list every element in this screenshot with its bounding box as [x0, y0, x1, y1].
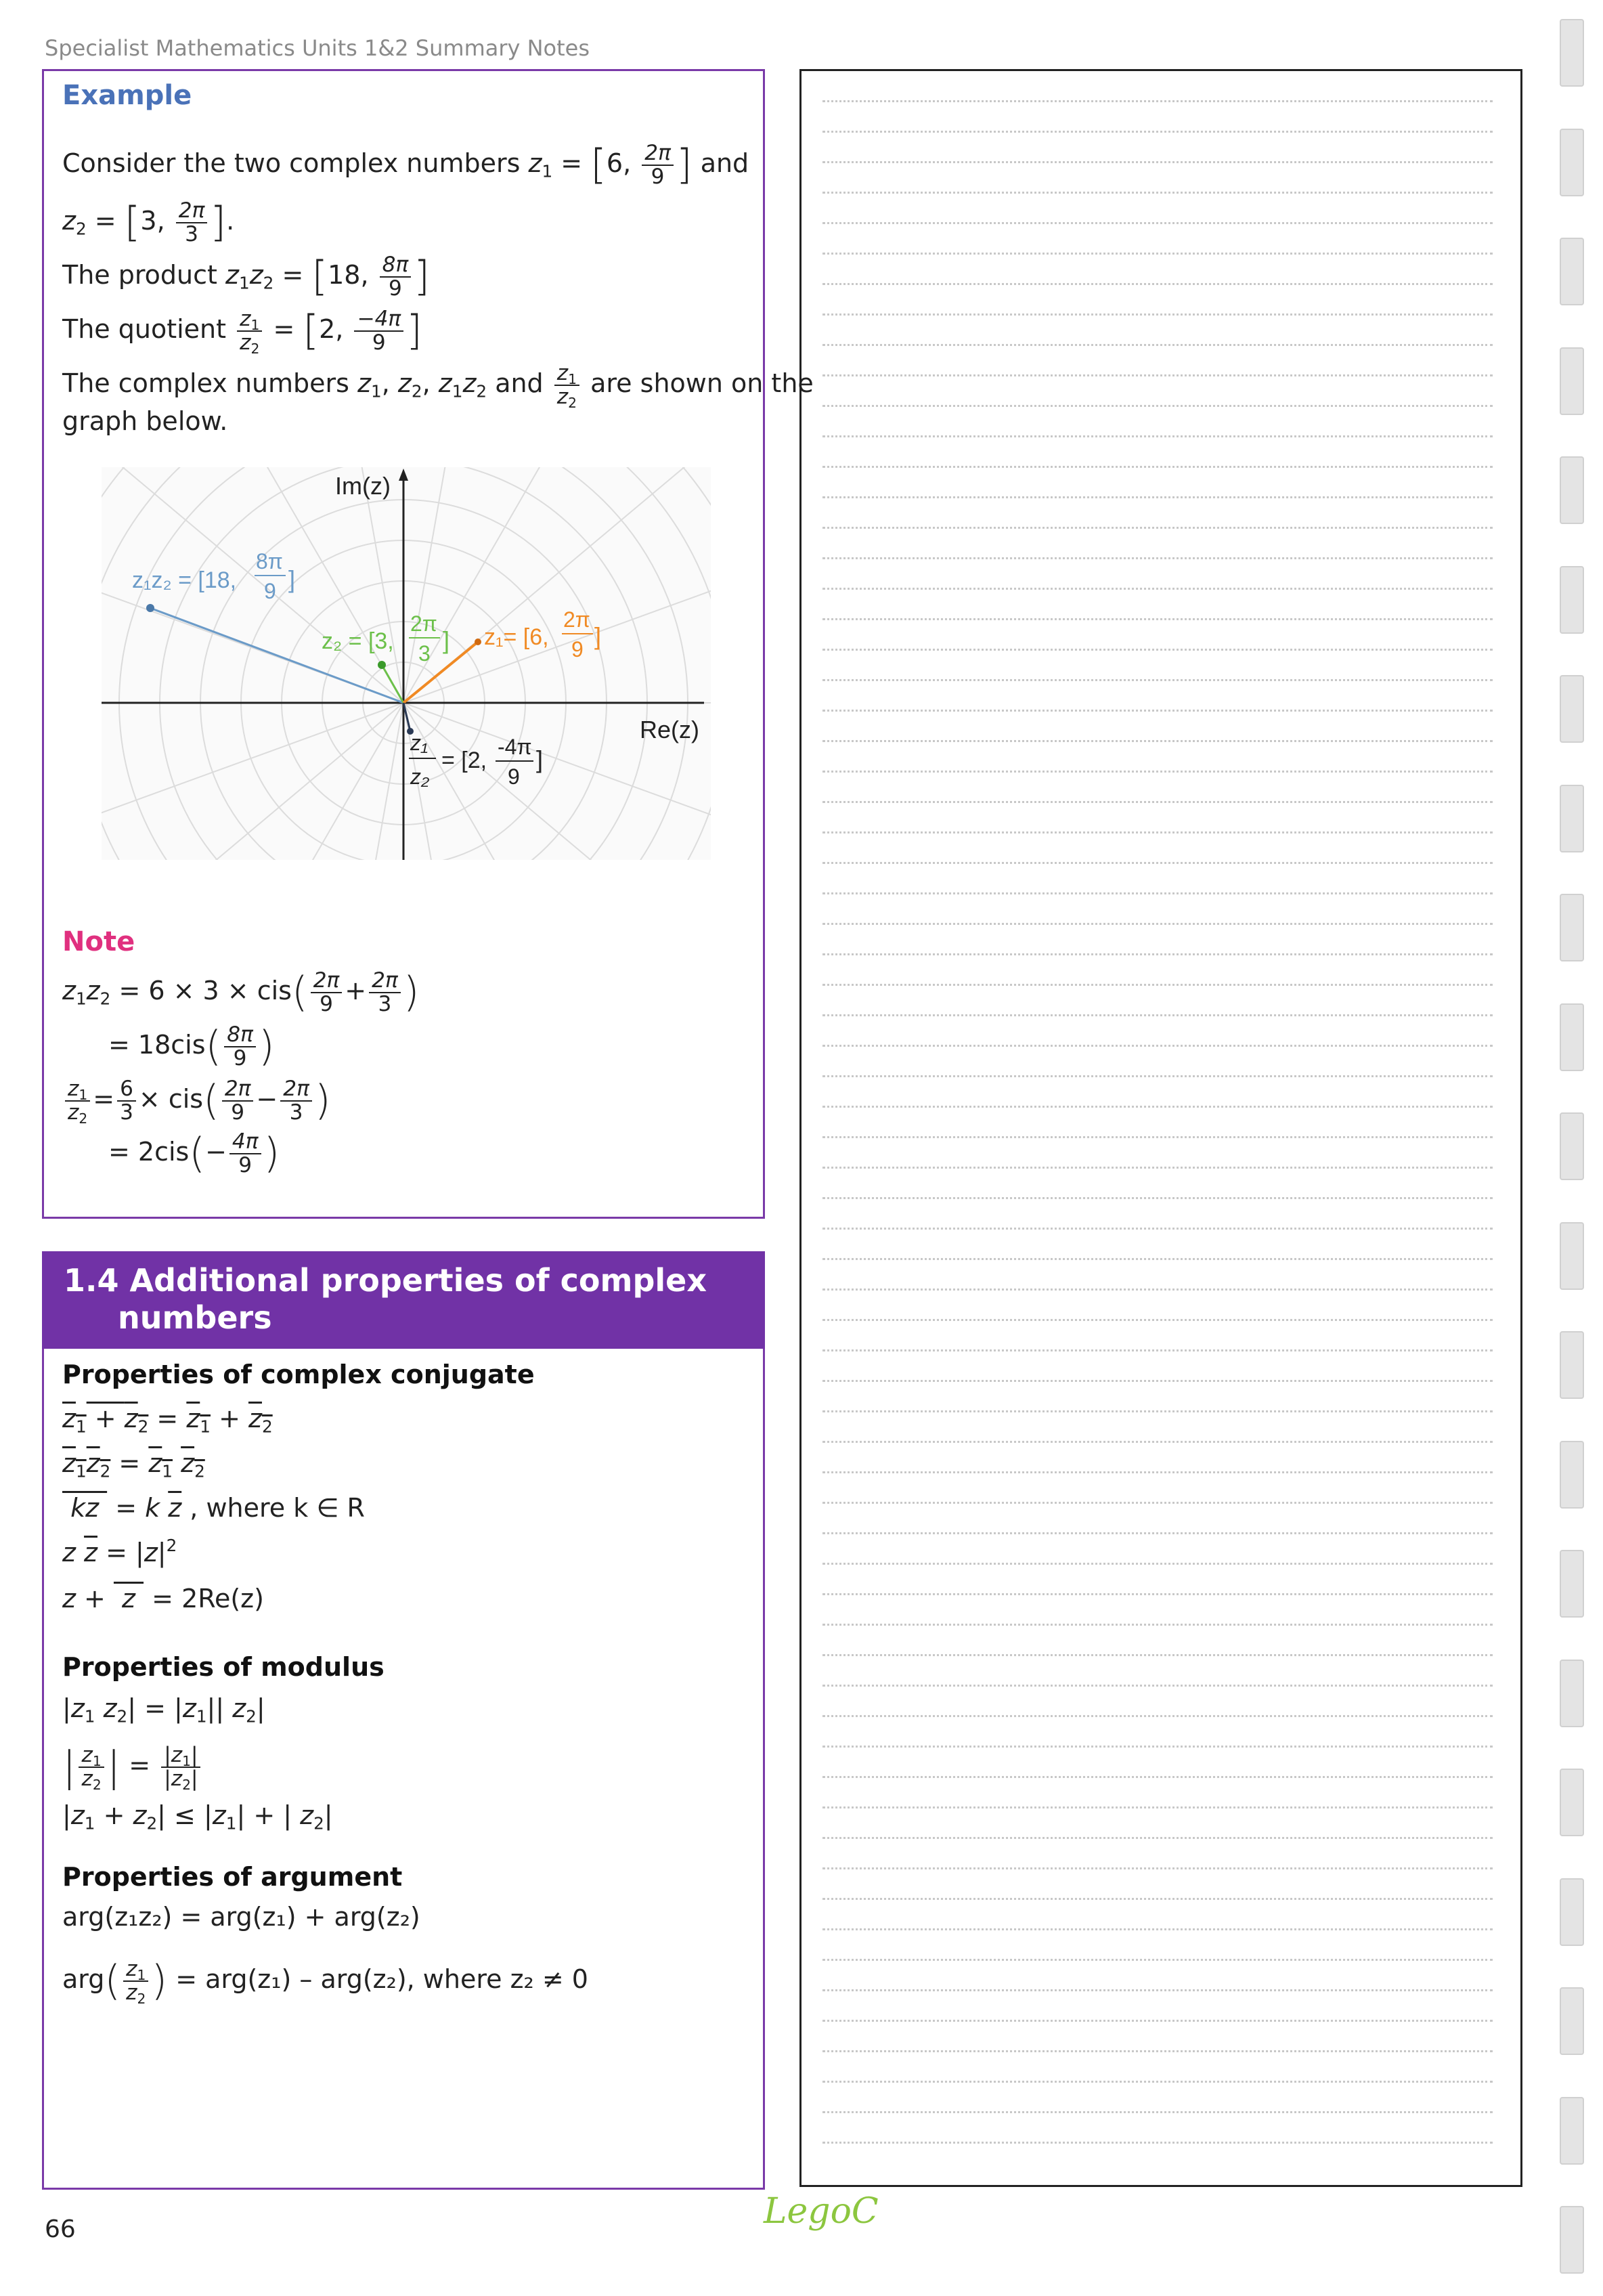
product-point: [146, 604, 154, 612]
conj-line-3: kz = k $\overline{z}$ , where k ∈ R: [62, 1493, 365, 1523]
note-line: [822, 1928, 1493, 1930]
note-line-3: $\frac{z_1}{z_2}$ = $\frac{6}{3}$ × cis( $\frac{2\pi}{9}$ − $\frac{2\pi}{3}$ ): [62, 1078, 331, 1123]
quotient-arg-den: 9: [508, 764, 520, 789]
note-line: [822, 374, 1493, 376]
modulus-heading: Properties of modulus: [62, 1652, 385, 1682]
page-number: 66: [45, 2215, 76, 2243]
product-arg-num: 8π: [256, 549, 283, 573]
section-title-line1: 1.4 Additional properties of complex: [64, 1262, 707, 1299]
note-line: [822, 1349, 1493, 1351]
arg-line-1: arg(z₁z₂) = arg(z₁) + arg(z₂): [62, 1902, 420, 1932]
section-title-bar: [42, 1251, 765, 1349]
note-line: [822, 161, 1493, 163]
conjugate-heading: Properties of complex conjugate: [62, 1360, 535, 1389]
note-line-1: $z_1z_2 = 6 \times 3 \times cis$( $\frac{2\pi}{9}$ + $\frac{2\pi}{3}$ ): [62, 968, 420, 1016]
binder-tab: [1560, 1003, 1584, 1071]
conj-line-4: z $\overline{z} = |z|^2$: [62, 1536, 177, 1567]
note-line: [822, 1746, 1493, 1748]
example-line-product: The product $z_1z_2 = [18$, $\frac{8\pi}{9}$ ]: [62, 253, 430, 301]
note-line: [822, 222, 1493, 224]
z1-arg-num: 2π: [563, 607, 590, 632]
note-line: [822, 2081, 1493, 2083]
note-line: [822, 405, 1493, 407]
note-line-4: = 2cis(− $\frac{4\pi}{9}$ ): [108, 1129, 280, 1177]
note-line: [822, 618, 1493, 620]
polar-grid: [102, 467, 711, 860]
note-line: [822, 527, 1493, 529]
note-line: [822, 1197, 1493, 1199]
note-line: [822, 1654, 1493, 1656]
note-line: [822, 740, 1493, 742]
note-line: [822, 496, 1493, 498]
note-line: [822, 892, 1493, 894]
example-line-graph: graph below.: [62, 406, 228, 436]
note-line: [822, 1106, 1493, 1108]
note-line: [822, 1502, 1493, 1504]
z1-arg-den: 9: [571, 637, 584, 662]
z1-point: [475, 638, 481, 645]
binder-tab: [1560, 566, 1584, 634]
note-line: [822, 131, 1493, 133]
logo: LegoC: [764, 2191, 879, 2232]
note-line: [822, 1228, 1493, 1230]
quotient-eq: = [2,: [441, 748, 487, 773]
note-line: [822, 1837, 1493, 1839]
mod-line-1: $|z_1$ $z_2| = |z_1||$ $z_2|$: [62, 1693, 265, 1727]
note-line: [822, 1989, 1493, 1991]
svg-text:z₁: z₁: [410, 731, 429, 755]
example-heading: Example: [62, 80, 192, 111]
note-line: [822, 1867, 1493, 1869]
svg-text:z₂: z₂: [410, 764, 430, 789]
binder-tab: [1560, 1987, 1584, 2055]
binder-tab: [1560, 1660, 1584, 1727]
note-line-2: = 18cis( $\frac{8\pi}{9}$ ): [108, 1022, 275, 1070]
conj-line-5: z + z = 2Re(z): [62, 1584, 264, 1613]
binder-tab: [1560, 894, 1584, 961]
product-arg-den: 9: [264, 579, 276, 603]
note-line: [822, 283, 1493, 285]
binder-tab: [1560, 785, 1584, 852]
note-line: [822, 1045, 1493, 1047]
binder-tab: [1560, 456, 1584, 524]
argand-diagram: [102, 467, 711, 860]
z2-arg-den: 3: [418, 641, 431, 666]
note-line: [822, 1014, 1493, 1016]
conj-line-2: $z_1z_2 = z_1$ $z_2$: [62, 1448, 205, 1481]
binder-tab: [1560, 1441, 1584, 1509]
note-line: [822, 557, 1493, 559]
note-line: [822, 2020, 1493, 2022]
binder-tab: [1560, 1550, 1584, 1618]
note-line: [822, 1167, 1493, 1169]
note-line: [822, 953, 1493, 955]
binder-tab: [1560, 238, 1584, 305]
note-line: [822, 344, 1493, 346]
svg-text:]: ]: [288, 565, 296, 593]
note-line: [822, 771, 1493, 773]
binder-tab: [1560, 675, 1584, 743]
conj-line-1: $z_1 + z_2 = z_1 + z_2$: [62, 1404, 273, 1437]
note-line: [822, 862, 1493, 864]
notes-lines: [822, 100, 1493, 2165]
note-line: [822, 710, 1493, 712]
note-line: [822, 2111, 1493, 2113]
binder-tab: [1560, 1769, 1584, 1836]
z2-label: z₂ = [3,: [322, 628, 394, 654]
note-line: [822, 1136, 1493, 1138]
note-line: [822, 100, 1493, 102]
binder-tab: [1560, 19, 1584, 87]
z1-label: z₁= [6,: [484, 624, 549, 650]
note-line: [822, 2050, 1493, 2052]
binder-tab: [1560, 2097, 1584, 2165]
note-line: [822, 1532, 1493, 1534]
note-line: [822, 1471, 1493, 1473]
note-line: [822, 1288, 1493, 1291]
example-line-shown: The complex numbers $z_1$, $z_2$, $z_1z_2$ and $\frac{z_1}{z_2}$ are shown on the: [62, 361, 814, 411]
example-line-z2: $z_2 = [3$, $\frac{2\pi}{3}$ ].: [62, 198, 235, 246]
note-heading: Note: [62, 926, 135, 957]
note-line: [822, 1441, 1493, 1443]
note-line: [822, 1806, 1493, 1808]
section-title-line2: numbers: [118, 1299, 272, 1337]
binder-tab: [1560, 2206, 1584, 2274]
example-line-consider: Consider the two complex numbers $z_1 = [6$, $\frac{2\pi}{9}$ ] and: [62, 141, 749, 189]
binder-tab: [1560, 347, 1584, 415]
z2-arg-num: 2π: [410, 611, 437, 636]
note-line: [822, 831, 1493, 833]
note-line: [822, 435, 1493, 437]
binder-tab: [1560, 1331, 1584, 1399]
note-line: [822, 801, 1493, 803]
page-header-title: Specialist Mathematics Units 1&2 Summary Notes: [45, 35, 590, 61]
note-line: [822, 1776, 1493, 1778]
note-line: [822, 1898, 1493, 1900]
quotient-arg-num: -4π: [498, 735, 532, 759]
note-line: [822, 1593, 1493, 1595]
z2-point: [378, 661, 386, 669]
mod-line-2: | $\frac{z_1}{z_2}$ | = $\frac{|z_1|}{|z_2|}$: [62, 1744, 203, 1790]
note-line: [822, 1075, 1493, 1077]
note-line: [822, 253, 1493, 255]
argument-heading: Properties of argument: [62, 1862, 403, 1892]
note-line: [822, 1380, 1493, 1382]
note-line: [822, 1319, 1493, 1321]
consider-text: Consider the two complex numbers: [62, 148, 521, 179]
binder-tab: [1560, 1222, 1584, 1290]
note-line: [822, 1624, 1493, 1626]
im-axis-label: Im(z): [335, 472, 391, 500]
note-line: [822, 1258, 1493, 1260]
note-line: [822, 1715, 1493, 1717]
note-line: [822, 1959, 1493, 1961]
mod-line-3: $|z_1 + z_2| \le |z_1|$ + | $z_2|$: [62, 1800, 333, 1834]
binder-tab: [1560, 1112, 1584, 1180]
example-line-quotient: The quotient $\frac{z_1}{z_2}$ = [2, $\frac{-4\pi}{9}$ ]: [62, 307, 422, 357]
arg-line-2: arg( $\frac{z_1}{z_2}$ ) = arg(z₁) – arg(z₂), where z₂ ≠ 0: [62, 1957, 588, 2007]
note-line: [822, 679, 1493, 681]
note-line: [822, 984, 1493, 986]
svg-text:]: ]: [443, 626, 450, 654]
note-line: [822, 313, 1493, 316]
binder-tab: [1560, 1878, 1584, 1946]
note-line: [822, 192, 1493, 194]
note-line: [822, 466, 1493, 468]
note-line: [822, 1563, 1493, 1565]
note-line: [822, 923, 1493, 925]
svg-text:]: ]: [536, 745, 544, 773]
note-line: [822, 588, 1493, 590]
note-line: [822, 1410, 1493, 1412]
note-line: [822, 2142, 1493, 2144]
note-line: [822, 1685, 1493, 1687]
svg-text:]: ]: [594, 622, 602, 650]
product-label: z₁z₂ = [18,: [132, 567, 237, 593]
binder-tab: [1560, 129, 1584, 196]
note-line: [822, 649, 1493, 651]
re-axis-label: Re(z): [640, 716, 699, 743]
